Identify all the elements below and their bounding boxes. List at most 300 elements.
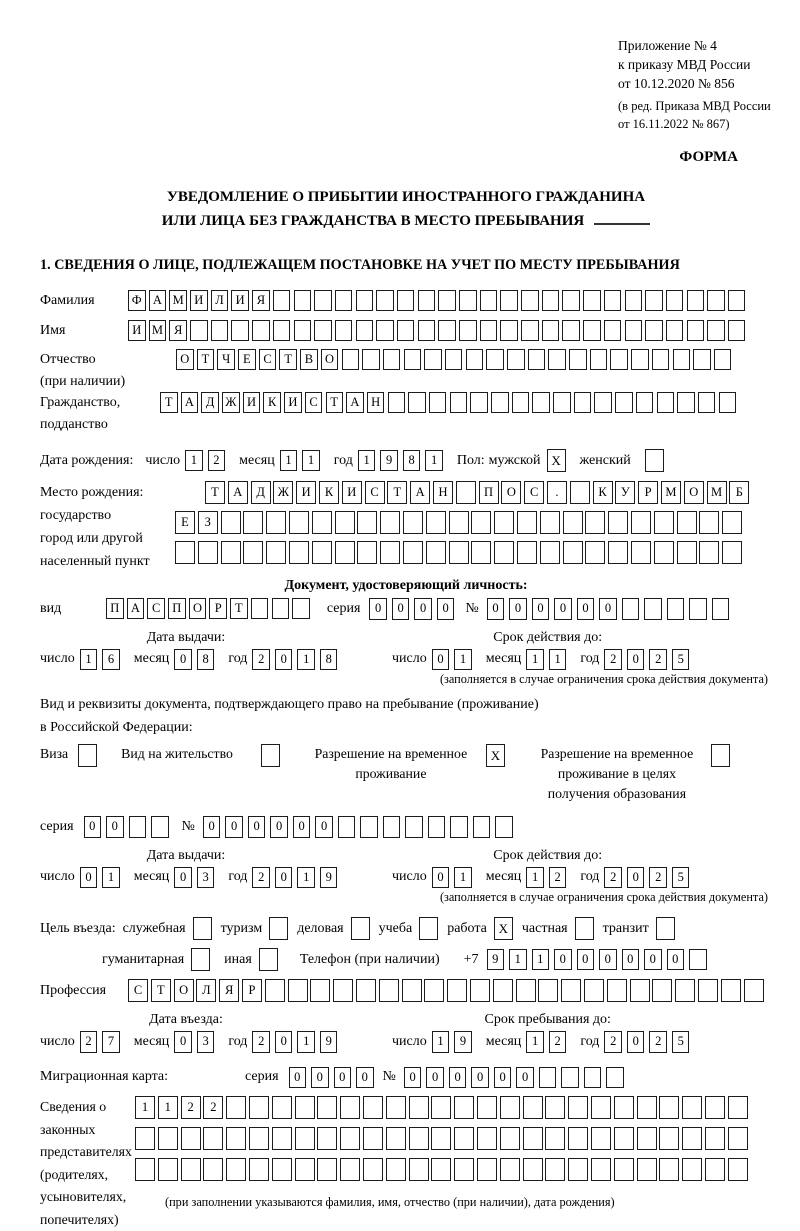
char-cell[interactable]: З <box>198 511 218 534</box>
char-cell[interactable] <box>687 320 705 341</box>
char-cell[interactable] <box>335 290 353 311</box>
char-cell[interactable]: 2 <box>252 867 270 889</box>
char-cell[interactable] <box>477 1158 497 1181</box>
char-cell[interactable]: 0 <box>622 949 640 971</box>
char-cell[interactable]: П <box>168 598 186 619</box>
char-cell[interactable] <box>226 1127 246 1150</box>
char-cell[interactable]: Т <box>230 598 248 619</box>
char-cell[interactable] <box>418 290 436 311</box>
char-cell[interactable] <box>652 349 670 370</box>
char-cell[interactable]: 2 <box>181 1096 201 1119</box>
char-cell[interactable]: 2 <box>604 867 622 889</box>
char-cell[interactable] <box>677 511 697 534</box>
char-cell[interactable] <box>675 979 695 1002</box>
char-cell[interactable] <box>363 1096 383 1119</box>
char-cell[interactable]: 2 <box>80 1031 98 1053</box>
char-cell[interactable] <box>402 979 422 1002</box>
char-cell[interactable] <box>431 1158 451 1181</box>
char-cell[interactable]: 0 <box>509 598 527 620</box>
char-cell[interactable] <box>673 349 691 370</box>
char-cell[interactable]: 0 <box>487 598 505 620</box>
char-cell[interactable] <box>158 1158 178 1181</box>
char-cell[interactable]: Б <box>729 481 749 504</box>
char-cell[interactable] <box>459 290 477 311</box>
char-cell[interactable] <box>728 1096 748 1119</box>
char-cell[interactable] <box>424 349 442 370</box>
char-cell[interactable] <box>495 816 513 838</box>
char-cell[interactable] <box>500 1158 520 1181</box>
char-cell[interactable] <box>528 349 546 370</box>
char-cell[interactable] <box>471 511 491 534</box>
char-cell[interactable] <box>500 1127 520 1150</box>
char-cell[interactable] <box>512 392 530 413</box>
char-cell[interactable] <box>273 320 291 341</box>
char-cell[interactable]: О <box>684 481 704 504</box>
char-cell[interactable] <box>584 979 604 1002</box>
char-cell[interactable]: 0 <box>414 598 432 620</box>
char-cell[interactable]: 1 <box>532 949 550 971</box>
sex-male-checkbox[interactable]: X <box>547 449 566 472</box>
char-cell[interactable]: А <box>346 392 364 413</box>
char-cell[interactable]: 2 <box>649 867 667 889</box>
char-cell[interactable]: У <box>615 481 635 504</box>
char-cell[interactable] <box>591 1127 611 1150</box>
char-cell[interactable]: К <box>263 392 281 413</box>
char-cell[interactable]: 1 <box>509 949 527 971</box>
char-cell[interactable]: 5 <box>672 867 690 889</box>
temp-residence-edu-checkbox[interactable] <box>711 744 730 767</box>
char-cell[interactable] <box>693 349 711 370</box>
char-cell[interactable] <box>561 979 581 1002</box>
char-cell[interactable] <box>181 1127 201 1150</box>
char-cell[interactable] <box>249 1158 269 1181</box>
char-cell[interactable] <box>333 979 353 1002</box>
char-cell[interactable] <box>312 541 332 564</box>
char-cell[interactable] <box>622 598 640 620</box>
char-cell[interactable]: 8 <box>197 649 215 671</box>
char-cell[interactable] <box>705 1158 725 1181</box>
char-cell[interactable] <box>606 1067 624 1089</box>
visa-checkbox[interactable] <box>78 744 97 767</box>
tourism-checkbox[interactable] <box>269 917 288 940</box>
char-cell[interactable]: 1 <box>297 1031 315 1053</box>
char-cell[interactable] <box>728 290 746 311</box>
char-cell[interactable]: Я <box>219 979 239 1002</box>
char-cell[interactable] <box>266 511 286 534</box>
char-cell[interactable] <box>625 290 643 311</box>
char-cell[interactable]: 0 <box>334 1067 352 1089</box>
char-cell[interactable] <box>574 392 592 413</box>
char-cell[interactable] <box>494 541 514 564</box>
char-cell[interactable]: 0 <box>437 598 455 620</box>
char-cell[interactable]: 5 <box>672 1031 690 1053</box>
char-cell[interactable]: И <box>128 320 146 341</box>
char-cell[interactable] <box>682 1158 702 1181</box>
char-cell[interactable] <box>630 979 650 1002</box>
char-cell[interactable]: 0 <box>426 1067 444 1089</box>
char-cell[interactable]: 0 <box>174 867 192 889</box>
char-cell[interactable]: 1 <box>80 649 98 671</box>
char-cell[interactable] <box>226 1158 246 1181</box>
char-cell[interactable]: 0 <box>599 949 617 971</box>
char-cell[interactable]: 0 <box>289 1067 307 1089</box>
char-cell[interactable] <box>314 320 332 341</box>
char-cell[interactable] <box>615 392 633 413</box>
char-cell[interactable] <box>312 511 332 534</box>
char-cell[interactable]: Я <box>252 290 270 311</box>
char-cell[interactable]: О <box>189 598 207 619</box>
char-cell[interactable] <box>553 392 571 413</box>
char-cell[interactable] <box>362 349 380 370</box>
char-cell[interactable] <box>273 290 291 311</box>
char-cell[interactable] <box>408 392 426 413</box>
char-cell[interactable] <box>426 541 446 564</box>
char-cell[interactable] <box>357 541 377 564</box>
char-cell[interactable]: 2 <box>203 1096 223 1119</box>
char-cell[interactable] <box>654 511 674 534</box>
char-cell[interactable]: Ж <box>222 392 240 413</box>
char-cell[interactable] <box>561 1067 579 1089</box>
char-cell[interactable] <box>342 349 360 370</box>
temp-residence-checkbox[interactable]: X <box>486 744 505 767</box>
char-cell[interactable]: А <box>127 598 145 619</box>
char-cell[interactable] <box>625 320 643 341</box>
char-cell[interactable] <box>477 1127 497 1150</box>
char-cell[interactable] <box>403 511 423 534</box>
char-cell[interactable]: Ж <box>273 481 293 504</box>
char-cell[interactable]: 9 <box>320 1031 338 1053</box>
char-cell[interactable]: С <box>259 349 277 370</box>
char-cell[interactable]: 2 <box>604 1031 622 1053</box>
char-cell[interactable]: О <box>176 349 194 370</box>
char-cell[interactable] <box>654 541 674 564</box>
char-cell[interactable] <box>317 1158 337 1181</box>
char-cell[interactable] <box>386 1158 406 1181</box>
char-cell[interactable]: . <box>547 481 567 504</box>
char-cell[interactable]: 0 <box>554 949 572 971</box>
char-cell[interactable]: 0 <box>627 867 645 889</box>
char-cell[interactable] <box>317 1127 337 1150</box>
char-cell[interactable] <box>677 541 697 564</box>
char-cell[interactable] <box>719 392 737 413</box>
char-cell[interactable] <box>454 1127 474 1150</box>
char-cell[interactable] <box>456 481 476 504</box>
char-cell[interactable] <box>569 349 587 370</box>
char-cell[interactable]: Т <box>197 349 215 370</box>
char-cell[interactable] <box>631 541 651 564</box>
char-cell[interactable] <box>652 979 672 1002</box>
char-cell[interactable]: 9 <box>487 949 505 971</box>
char-cell[interactable]: О <box>501 481 521 504</box>
char-cell[interactable] <box>418 320 436 341</box>
char-cell[interactable] <box>190 320 208 341</box>
char-cell[interactable] <box>470 392 488 413</box>
char-cell[interactable] <box>363 1127 383 1150</box>
char-cell[interactable]: 0 <box>432 649 450 671</box>
char-cell[interactable]: 0 <box>404 1067 422 1089</box>
char-cell[interactable] <box>568 1096 588 1119</box>
char-cell[interactable] <box>568 1127 588 1150</box>
char-cell[interactable] <box>203 1158 223 1181</box>
char-cell[interactable] <box>540 541 560 564</box>
study-checkbox[interactable] <box>419 917 438 940</box>
char-cell[interactable] <box>340 1096 360 1119</box>
char-cell[interactable]: Я <box>169 320 187 341</box>
char-cell[interactable]: И <box>231 290 249 311</box>
char-cell[interactable] <box>744 979 764 1002</box>
char-cell[interactable]: И <box>190 290 208 311</box>
char-cell[interactable] <box>698 392 716 413</box>
char-cell[interactable] <box>563 511 583 534</box>
char-cell[interactable] <box>667 598 685 620</box>
char-cell[interactable] <box>265 979 285 1002</box>
char-cell[interactable] <box>438 320 456 341</box>
char-cell[interactable]: Т <box>387 481 407 504</box>
char-cell[interactable]: К <box>319 481 339 504</box>
char-cell[interactable] <box>243 511 263 534</box>
char-cell[interactable] <box>631 511 651 534</box>
char-cell[interactable]: С <box>147 598 165 619</box>
char-cell[interactable] <box>705 1096 725 1119</box>
char-cell[interactable] <box>289 541 309 564</box>
char-cell[interactable] <box>383 816 401 838</box>
char-cell[interactable] <box>356 979 376 1002</box>
char-cell[interactable]: 1 <box>425 450 443 472</box>
char-cell[interactable] <box>517 511 537 534</box>
char-cell[interactable] <box>272 1158 292 1181</box>
char-cell[interactable]: 1 <box>432 1031 450 1053</box>
char-cell[interactable]: К <box>593 481 613 504</box>
char-cell[interactable] <box>608 511 628 534</box>
char-cell[interactable] <box>266 541 286 564</box>
char-cell[interactable] <box>721 979 741 1002</box>
char-cell[interactable]: 0 <box>174 649 192 671</box>
official-checkbox[interactable] <box>193 917 212 940</box>
char-cell[interactable] <box>409 1096 429 1119</box>
char-cell[interactable] <box>388 392 406 413</box>
char-cell[interactable]: С <box>524 481 544 504</box>
char-cell[interactable] <box>426 511 446 534</box>
char-cell[interactable]: 9 <box>320 867 338 889</box>
char-cell[interactable] <box>590 349 608 370</box>
char-cell[interactable] <box>689 598 707 620</box>
char-cell[interactable] <box>340 1158 360 1181</box>
char-cell[interactable] <box>405 816 423 838</box>
char-cell[interactable] <box>500 290 518 311</box>
char-cell[interactable]: Ч <box>217 349 235 370</box>
char-cell[interactable]: 2 <box>649 1031 667 1053</box>
char-cell[interactable]: 2 <box>604 649 622 671</box>
char-cell[interactable] <box>614 1158 634 1181</box>
char-cell[interactable] <box>538 979 558 1002</box>
char-cell[interactable]: 0 <box>494 1067 512 1089</box>
char-cell[interactable] <box>728 1127 748 1150</box>
char-cell[interactable]: 0 <box>315 816 333 838</box>
char-cell[interactable]: И <box>296 481 316 504</box>
char-cell[interactable] <box>294 320 312 341</box>
char-cell[interactable] <box>591 1096 611 1119</box>
char-cell[interactable] <box>562 290 580 311</box>
char-cell[interactable] <box>659 1158 679 1181</box>
char-cell[interactable]: Р <box>242 979 262 1002</box>
char-cell[interactable] <box>272 1096 292 1119</box>
char-cell[interactable] <box>272 598 290 619</box>
char-cell[interactable] <box>376 290 394 311</box>
char-cell[interactable]: 8 <box>403 450 421 472</box>
char-cell[interactable] <box>360 816 378 838</box>
char-cell[interactable]: П <box>106 598 124 619</box>
char-cell[interactable]: 0 <box>84 816 102 838</box>
char-cell[interactable]: 0 <box>80 867 98 889</box>
char-cell[interactable] <box>659 1127 679 1150</box>
char-cell[interactable] <box>610 349 628 370</box>
char-cell[interactable] <box>294 290 312 311</box>
char-cell[interactable] <box>687 290 705 311</box>
char-cell[interactable] <box>473 816 491 838</box>
char-cell[interactable]: Т <box>151 979 171 1002</box>
char-cell[interactable]: Л <box>196 979 216 1002</box>
char-cell[interactable] <box>424 979 444 1002</box>
char-cell[interactable]: 2 <box>208 450 226 472</box>
char-cell[interactable] <box>356 290 374 311</box>
char-cell[interactable] <box>288 979 308 1002</box>
char-cell[interactable]: 0 <box>356 1067 374 1089</box>
char-cell[interactable] <box>335 320 353 341</box>
char-cell[interactable]: А <box>181 392 199 413</box>
char-cell[interactable] <box>158 1127 178 1150</box>
residence-permit-checkbox[interactable] <box>261 744 280 767</box>
char-cell[interactable]: 1 <box>526 649 544 671</box>
char-cell[interactable]: 0 <box>270 816 288 838</box>
char-cell[interactable] <box>428 816 446 838</box>
char-cell[interactable]: 0 <box>554 598 572 620</box>
char-cell[interactable] <box>493 979 513 1002</box>
char-cell[interactable]: П <box>479 481 499 504</box>
char-cell[interactable]: 0 <box>248 816 266 838</box>
char-cell[interactable] <box>645 320 663 341</box>
char-cell[interactable] <box>409 1127 429 1150</box>
char-cell[interactable] <box>249 1127 269 1150</box>
char-cell[interactable] <box>714 349 732 370</box>
char-cell[interactable] <box>335 511 355 534</box>
char-cell[interactable] <box>604 320 622 341</box>
char-cell[interactable]: Р <box>209 598 227 619</box>
char-cell[interactable]: С <box>305 392 323 413</box>
char-cell[interactable]: Д <box>201 392 219 413</box>
char-cell[interactable] <box>459 320 477 341</box>
char-cell[interactable] <box>397 290 415 311</box>
char-cell[interactable] <box>500 320 518 341</box>
char-cell[interactable] <box>386 1127 406 1150</box>
char-cell[interactable]: 9 <box>454 1031 472 1053</box>
char-cell[interactable] <box>203 1127 223 1150</box>
char-cell[interactable] <box>397 320 415 341</box>
char-cell[interactable] <box>450 392 468 413</box>
char-cell[interactable] <box>583 290 601 311</box>
char-cell[interactable] <box>403 541 423 564</box>
char-cell[interactable]: 2 <box>549 867 567 889</box>
char-cell[interactable] <box>292 598 310 619</box>
char-cell[interactable] <box>429 392 447 413</box>
char-cell[interactable] <box>376 320 394 341</box>
char-cell[interactable]: 1 <box>297 649 315 671</box>
char-cell[interactable]: Е <box>238 349 256 370</box>
char-cell[interactable] <box>699 511 719 534</box>
char-cell[interactable]: 1 <box>185 450 203 472</box>
char-cell[interactable]: О <box>174 979 194 1002</box>
char-cell[interactable] <box>383 349 401 370</box>
char-cell[interactable] <box>722 541 742 564</box>
char-cell[interactable] <box>523 1127 543 1150</box>
char-cell[interactable]: 0 <box>392 598 410 620</box>
char-cell[interactable]: 1 <box>302 450 320 472</box>
char-cell[interactable]: 0 <box>532 598 550 620</box>
sex-female-checkbox[interactable] <box>645 449 664 472</box>
char-cell[interactable] <box>545 1096 565 1119</box>
char-cell[interactable] <box>604 290 622 311</box>
char-cell[interactable] <box>516 979 536 1002</box>
char-cell[interactable]: 8 <box>320 649 338 671</box>
char-cell[interactable] <box>181 1158 201 1181</box>
char-cell[interactable] <box>335 541 355 564</box>
char-cell[interactable] <box>431 1096 451 1119</box>
char-cell[interactable]: 3 <box>197 1031 215 1053</box>
char-cell[interactable] <box>666 320 684 341</box>
char-cell[interactable] <box>409 1158 429 1181</box>
char-cell[interactable]: 0 <box>369 598 387 620</box>
char-cell[interactable] <box>637 1096 657 1119</box>
private-checkbox[interactable] <box>575 917 594 940</box>
char-cell[interactable] <box>380 541 400 564</box>
work-checkbox[interactable]: X <box>494 917 513 940</box>
char-cell[interactable] <box>521 320 539 341</box>
char-cell[interactable]: 1 <box>297 867 315 889</box>
char-cell[interactable]: 1 <box>135 1096 155 1119</box>
char-cell[interactable]: И <box>342 481 362 504</box>
char-cell[interactable]: 1 <box>454 649 472 671</box>
char-cell[interactable] <box>682 1127 702 1150</box>
char-cell[interactable] <box>480 290 498 311</box>
char-cell[interactable] <box>356 320 374 341</box>
char-cell[interactable] <box>449 541 469 564</box>
char-cell[interactable]: 9 <box>380 450 398 472</box>
char-cell[interactable]: 6 <box>102 649 120 671</box>
char-cell[interactable]: 7 <box>102 1031 120 1053</box>
char-cell[interactable]: Р <box>638 481 658 504</box>
char-cell[interactable] <box>438 290 456 311</box>
char-cell[interactable]: 0 <box>203 816 221 838</box>
char-cell[interactable]: 2 <box>252 649 270 671</box>
char-cell[interactable] <box>707 290 725 311</box>
char-cell[interactable] <box>477 1096 497 1119</box>
char-cell[interactable]: 1 <box>158 1096 178 1119</box>
char-cell[interactable]: М <box>149 320 167 341</box>
char-cell[interactable] <box>583 320 601 341</box>
char-cell[interactable] <box>631 349 649 370</box>
char-cell[interactable] <box>698 979 718 1002</box>
char-cell[interactable] <box>548 349 566 370</box>
char-cell[interactable]: 0 <box>275 1031 293 1053</box>
char-cell[interactable] <box>151 816 169 838</box>
char-cell[interactable] <box>211 320 229 341</box>
char-cell[interactable] <box>470 979 490 1002</box>
char-cell[interactable]: 0 <box>311 1067 329 1089</box>
char-cell[interactable] <box>272 1127 292 1150</box>
char-cell[interactable] <box>594 392 612 413</box>
char-cell[interactable] <box>379 979 399 1002</box>
char-cell[interactable]: 1 <box>526 1031 544 1053</box>
char-cell[interactable] <box>480 320 498 341</box>
